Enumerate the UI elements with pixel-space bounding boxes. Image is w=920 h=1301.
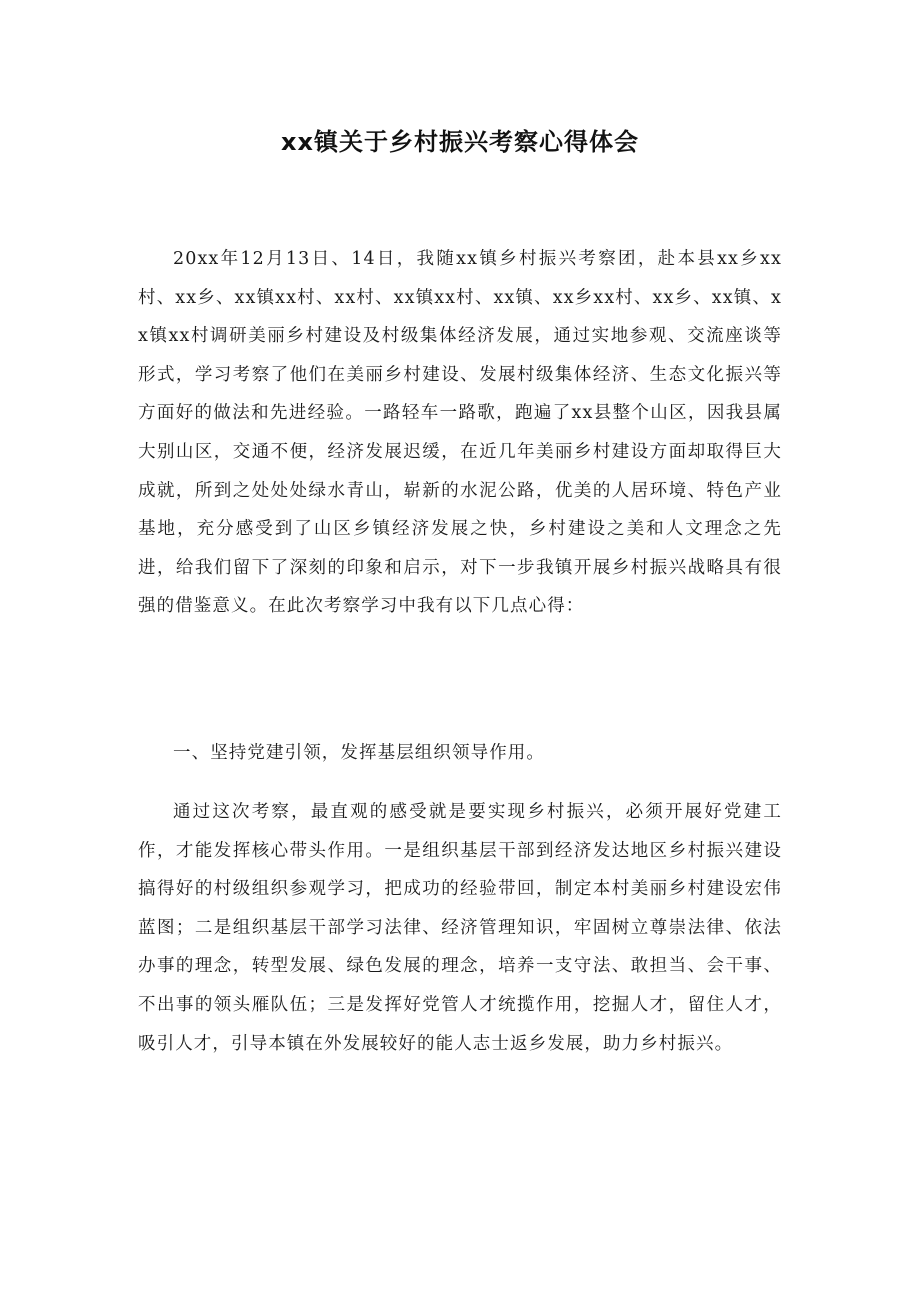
section-1-paragraph: 通过这次考察，最直观的感受就是要实现乡村振兴，必须开展好党建工作，才能发挥核心带头作用。一是组织基层干部到经济发达地区乡村振兴建设搞得好的村级组织参观学习，把成功的经验带回，制定本村美丽乡村建设宏伟蓝图；二是组织基层干部学习法律、经济管理知识，牢固树立尊崇法律、依法办事的理念，转型发展、绿色发展的理念，培养一支守法、敢担当、会干事、不出事的领头雁队伍；三是发挥好党管人才统揽作用，挖掘人才，留住人才，吸引人才，引导本镇在外发展较好的能人志士返乡发展，助力乡村振兴。 [138,802,782,1054]
section-heading-1: 一、坚持党建引领，发挥基层组织领导作用。 [173,743,545,763]
document-title: xx镇关于乡村振兴考察心得体会 [281,128,639,156]
intro-paragraph: 20xx年12月13日、14日，我随xx镇乡村振兴考察团，赴本县xx乡xx村、xx乡、xx镇xx村、xx村、xx镇xx村、xx镇、xx乡xx村、xx乡、xx镇、xx镇xx村调研美丽乡村建设及村级集体经济发展，通过实地参观、交流座谈等形式，学习考察了他们在美丽乡村建设、发展村级集体经济、生态文化振兴等方面好的做法和先进经验。一路轻车一路歌，跑遍了xx县整个山区，因我县属大别山区，交通不便，经济发展迟缓，在近几年美丽乡村建设方面却取得巨大成就，所到之处处处绿水青山，崭新的水泥公路，优美的人居环境、特色产业基地，充分感受到了山区乡镇经济发展之快，乡村建设之美和人文理念之先进，给我们留下了深刻的印象和启示，对下一步我镇开展乡村振兴战略具有很强的借鉴意义。在此次考察学习中我有以下几点心得： [138,249,782,617]
